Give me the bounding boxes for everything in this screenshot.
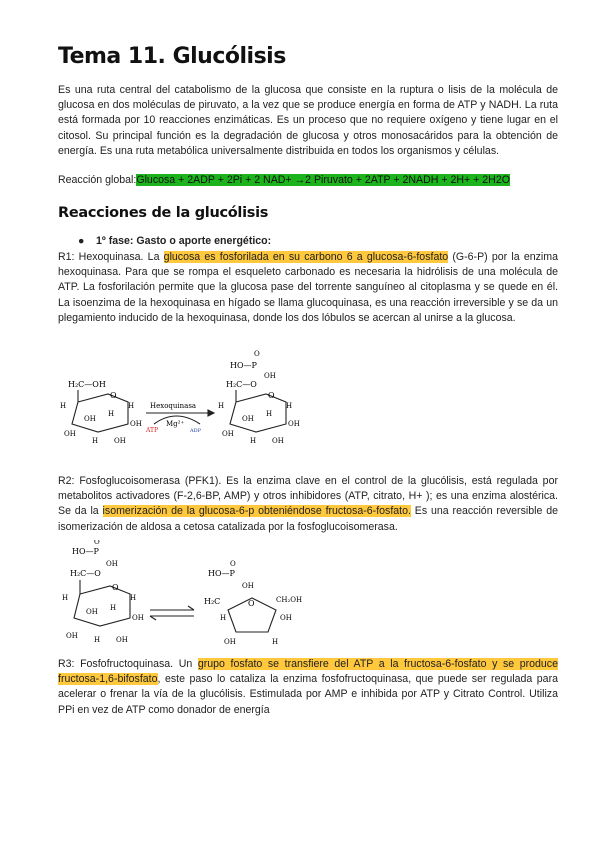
fig1-right-po: O <box>254 350 260 358</box>
fig2-left-po: O <box>94 540 100 546</box>
fig2-left-phosphate: HO—P <box>72 547 99 556</box>
fig1-right-h4: H <box>250 437 257 445</box>
r3-lead: R3: Fosfofructoquinasa. Un <box>58 658 198 670</box>
fig2-left-oh3: OH <box>66 632 78 640</box>
fig2-left-h2: H <box>130 594 137 602</box>
r1-lead: R1: Hexoquinasa. La <box>58 251 164 263</box>
r2-highlight: isomerización de la glucosa-6-p obteniéndose fructosa-6-fosfato. <box>102 505 411 518</box>
fig2-left-ring <box>74 586 130 626</box>
fig1-right-phosphate: HO—P <box>230 361 257 370</box>
fig1-right-c6: H₂C—O <box>226 380 257 389</box>
fig1-atp: ATP <box>146 427 159 434</box>
phase1-bullet <box>78 235 271 247</box>
fig1-right-oh1: OH <box>242 415 254 423</box>
fig1-right-h1: H <box>218 402 225 410</box>
fig2-right-po: O <box>230 560 236 568</box>
fig2-right-ring-o: O <box>248 599 255 608</box>
r1-highlight: glucosa es fosforilada en su carbono 6 a glucosa-6-fosfato <box>163 251 449 263</box>
fig1-right-h2: H <box>286 402 293 410</box>
fig1-left-h2: H <box>128 402 135 410</box>
fig1-left-h1: H <box>60 402 67 410</box>
global-reaction-line <box>58 173 558 188</box>
intro-paragraph <box>58 83 558 159</box>
fig2-right-oh1: OH <box>280 614 292 622</box>
r2-rest: Es una reacción reversible de isomerización de aldosa a cetosa catalizada por la fosfoglucoisomerasa. <box>58 505 558 533</box>
fig1-arrowhead-icon <box>208 410 214 416</box>
fig2-forward-head-icon <box>188 606 194 610</box>
fig2-right-h2: H <box>272 638 279 646</box>
fig1-right-poh: OH <box>264 372 276 380</box>
section-title: Reacciones de la glucólisis <box>58 205 269 221</box>
fig1-right-oh3: OH <box>222 430 234 438</box>
r3-highlight: grupo fosfato se transfiere del ATP a la fructosa-6-fosfato y se produce fructosa-1,6-bifosfato <box>58 658 558 686</box>
fig1-left-c6: H₂C—OH <box>68 380 106 389</box>
global-reaction-highlight: Glucosa + 2ADP + 2Pi + 2 NAD+ →2 Piruvato + 2ATP + 2NADH + 2H+ + 2H2O <box>136 174 510 186</box>
fig2-right-ch2oh: CH₂OH <box>276 596 303 604</box>
fig1-left-h4: H <box>92 437 99 445</box>
fig2-right-phosphate: HO—P <box>208 569 235 578</box>
fig1-left-oh2: OH <box>130 420 142 428</box>
fig2-right-oh2: OH <box>224 638 236 646</box>
fig1-right-ring <box>230 394 286 432</box>
fig1-adp: ADP <box>190 428 201 434</box>
fig2-left-h4: H <box>94 636 101 644</box>
fig1-left-ring <box>72 394 128 432</box>
fig1-left-oh4: OH <box>114 437 126 445</box>
fig2-reverse-head-icon <box>150 616 156 620</box>
fig2-right-poh: OH <box>242 582 254 590</box>
fig1-right-h3: H <box>266 410 273 418</box>
phase1-label: 1º fase: Gasto o aporte energético: <box>96 235 272 247</box>
fig2-left-poh: OH <box>106 560 118 568</box>
fig1-right-oh4: OH <box>272 437 284 445</box>
intro-text: Es una ruta central del catabolismo de la glucosa que consiste en la ruptura o lisis de la molécula de glucosa en dos moléculas de piruvato, a la vez que se produce energía en forma de ATP y NADH. La ruta está formada por 10 reacciones enzimáticas. Es un proceso que no requiere oxígeno y tiene lugar en el citosol. Su principal función es la degradación de glucosa y otros monosacáridos para la obtención de energía. Es una ruta metabólica universalmente distribuida en todos los organismos y células. <box>58 84 558 157</box>
global-reaction-label: Reacción global: <box>58 174 137 186</box>
r1-paragraph <box>58 250 558 326</box>
fig1-right-oh2: OH <box>288 420 300 428</box>
fig2-left-c6: H₂C—O <box>70 569 101 578</box>
fig2-left-h3: H <box>110 604 117 612</box>
fig1-enzyme-label: Hexoquinasa <box>150 402 197 410</box>
fig2-right-c6: H₂C <box>204 597 221 606</box>
page-title: Tema 11. Glucólisis <box>58 44 286 69</box>
r3-paragraph <box>58 657 558 718</box>
fig2-left-oh2: OH <box>132 614 144 622</box>
fig2-left-h1: H <box>62 594 69 602</box>
fig1-left-oh1: OH <box>84 415 96 423</box>
fig1-left-ring-o: O <box>110 391 117 400</box>
r2-lead: R2: Fosfoglucoisomerasa (PFK1). Es la enzima clave en el control de la glucólisis, está regulada por metabolitos activadores (F-2,6-BP, AMP) y otros inhibidores (ATP, citrato, H+ ); es una enzima alostérica. Se da la <box>58 475 558 518</box>
fig1-left-h3: H <box>108 410 115 418</box>
fig2-left-ring-o: O <box>112 583 119 592</box>
fig2-left-oh4: OH <box>116 636 128 644</box>
fig2-right-h1: H <box>220 614 227 622</box>
hexokinase-reaction-figure <box>58 350 318 450</box>
fig1-left-oh3: OH <box>64 430 76 438</box>
r3-rest: , este paso lo cataliza la enzima fosfofructoquinasa, que puede ser regulada para acelerar o frenar la vía de la glucólisis. Estimulada por AMP e inhibida por ATP y Citrato Control. Utiliza PPi en vez de ATP como donador de energía <box>58 673 558 716</box>
fig2-left-oh1: OH <box>86 608 98 616</box>
isomerase-reaction-figure <box>58 540 318 652</box>
r2-paragraph <box>58 474 558 535</box>
r1-rest: (G-6-P) por la enzima hexoquinasa. Para que se rompa el esqueleto carbonado es necesaria la hidrólisis de una molécula de ATP. La fosforilación permite que la glucosa pase del torrente sanguíneo al citoplasma y se quede en él. La isoenzima de la hexoquinasa en hígado se llama glucoquinasa, es una reacción irreversible y se da un plegamiento inducido de la hexoquinasa, donde los dos lóbulos se acercan al unirse a la glucosa. <box>58 251 558 324</box>
fig1-right-ring-o: O <box>268 391 275 400</box>
bullet-dot-icon: ● <box>78 235 85 247</box>
fig1-mg: Mg²⁺ <box>166 420 185 428</box>
